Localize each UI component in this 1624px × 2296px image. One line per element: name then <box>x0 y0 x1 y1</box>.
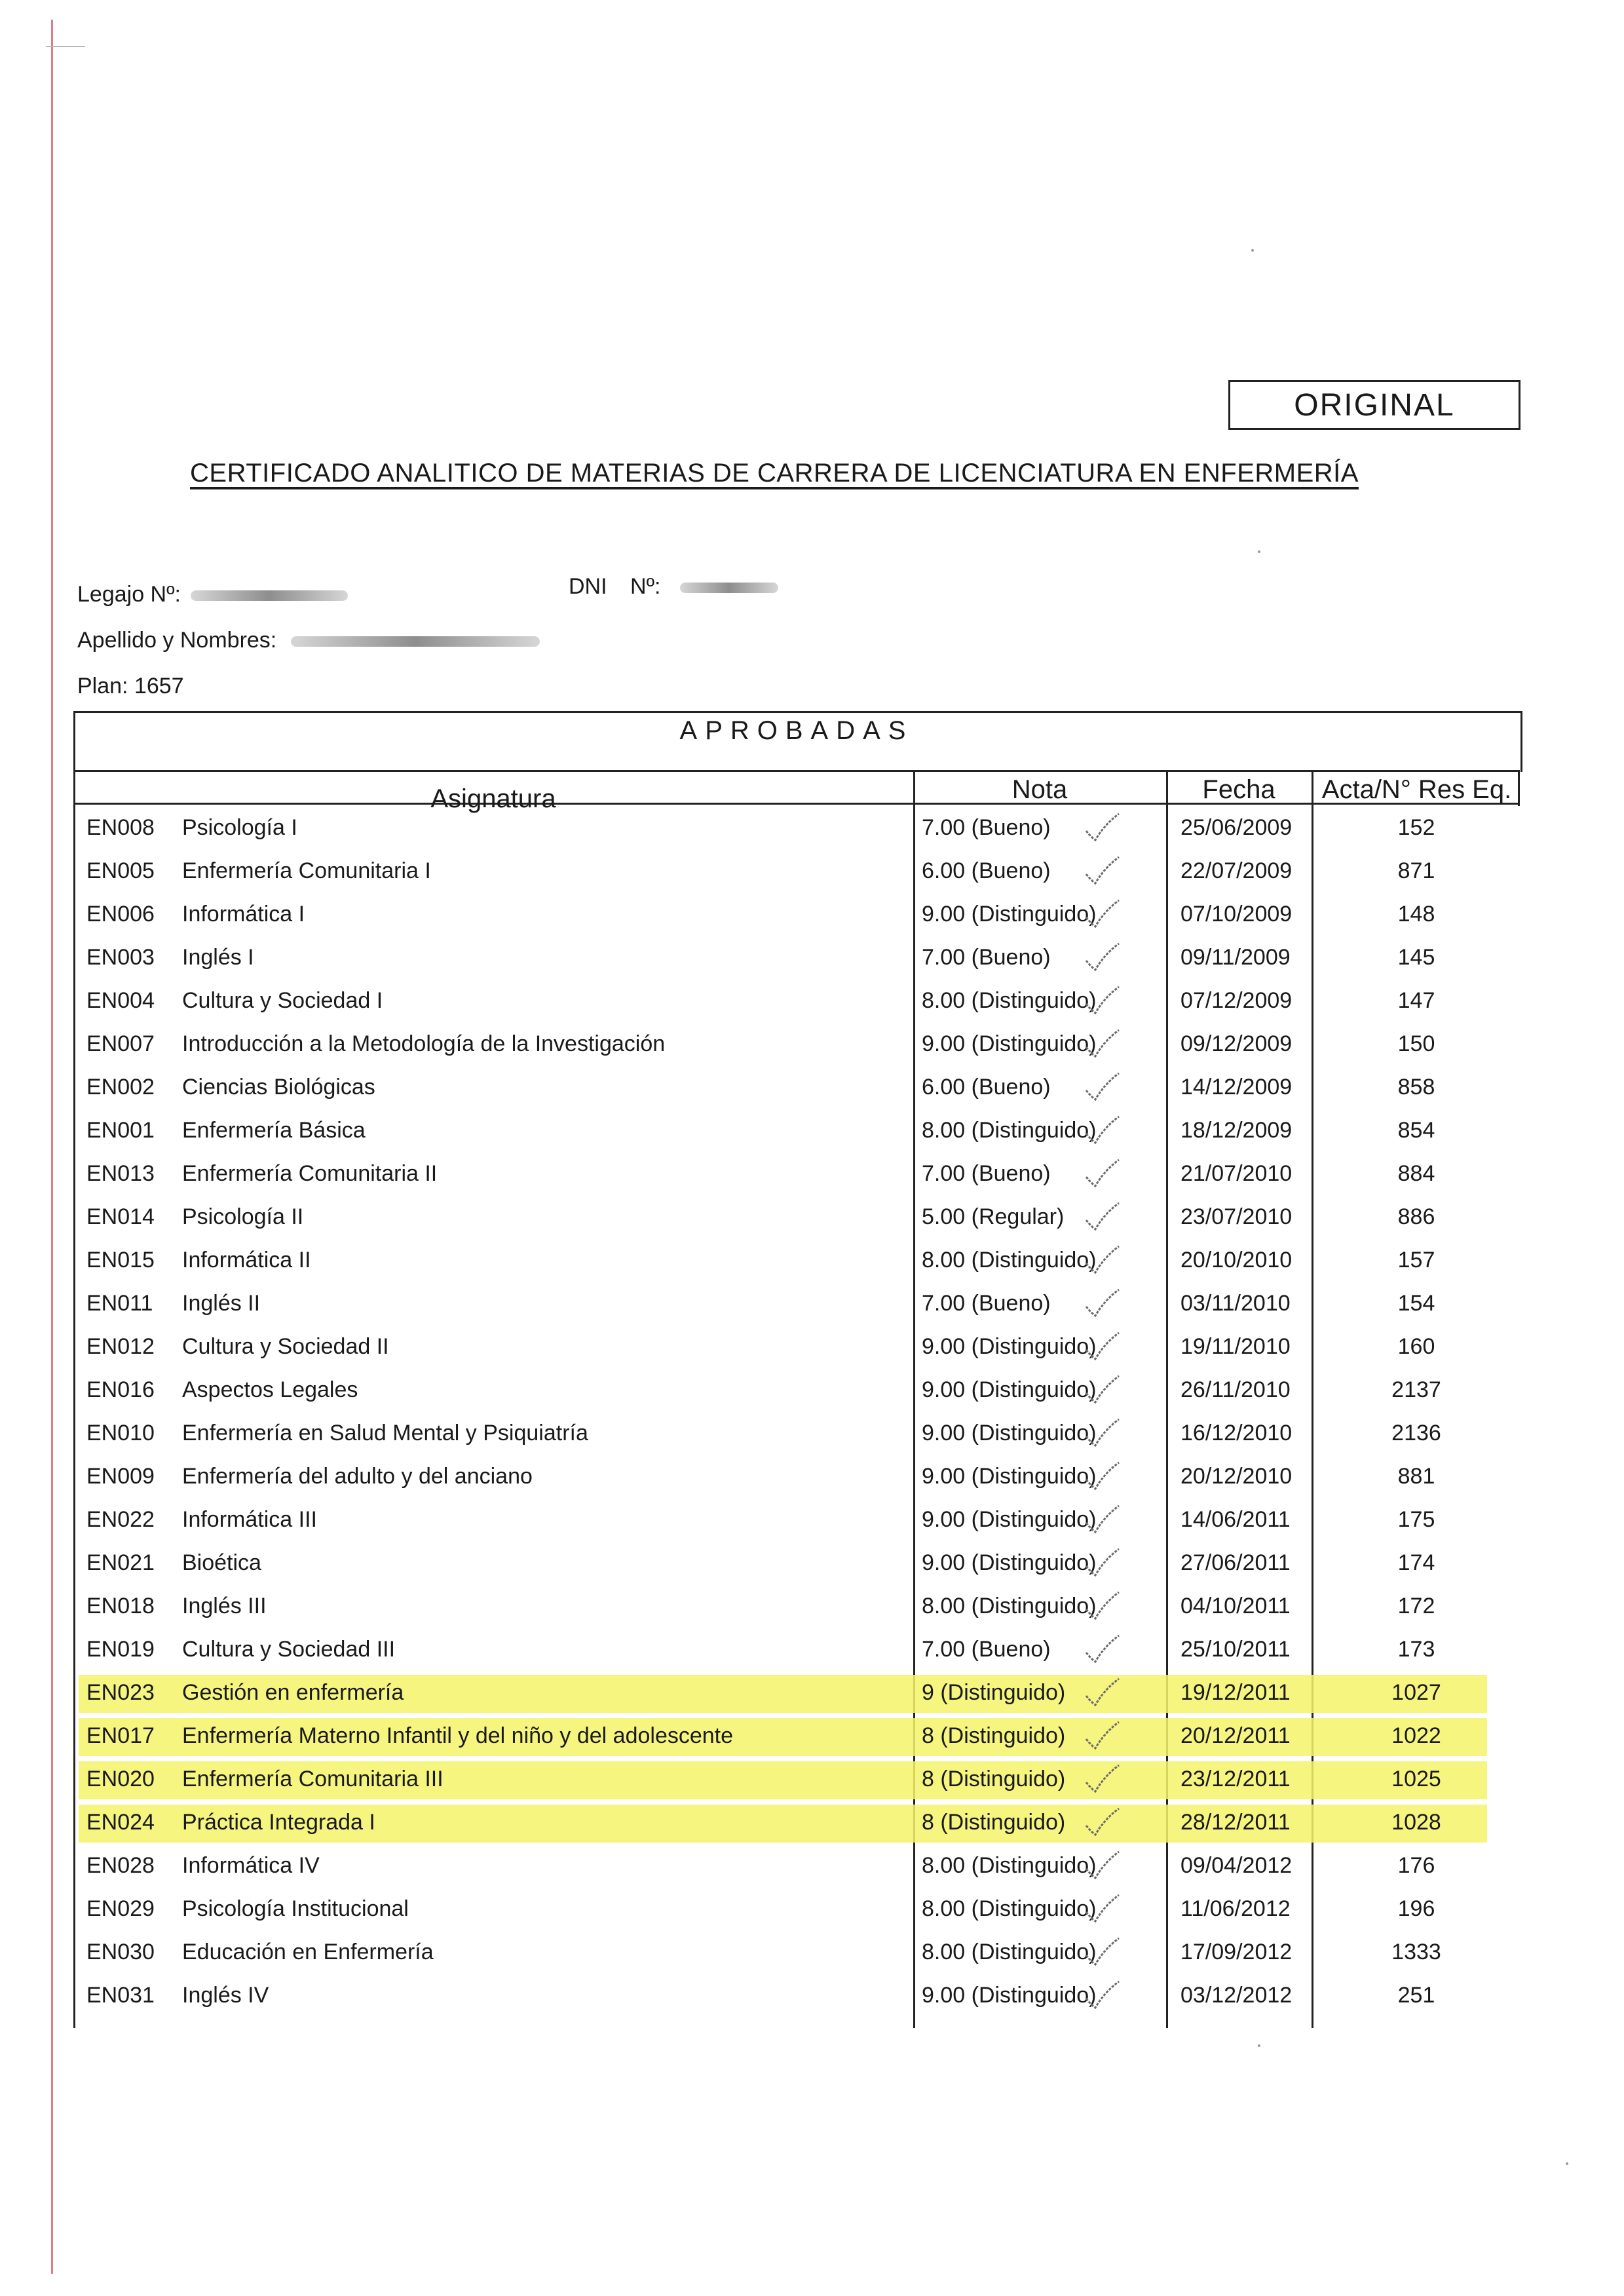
acta-number: 196 <box>1397 1896 1435 1921</box>
checkmark-icon <box>1082 1979 1122 2012</box>
grade: 9.00 (Distinguido) <box>922 1464 1097 1489</box>
checkmark-icon <box>1082 1503 1122 1536</box>
course-code: EN017 <box>86 1723 155 1748</box>
table-row <box>73 806 1520 849</box>
scan-speck <box>1258 550 1260 553</box>
legajo-field <box>77 582 348 607</box>
exam-date: 20/12/2011 <box>1180 1723 1291 1748</box>
course-code: EN016 <box>86 1377 155 1402</box>
course-code: EN012 <box>86 1334 155 1359</box>
checkmark-icon <box>1082 1460 1122 1493</box>
grade: 7.00 (Bueno) <box>922 945 1051 970</box>
exam-date: 21/07/2010 <box>1180 1161 1293 1186</box>
exam-date: 28/12/2011 <box>1180 1810 1291 1835</box>
exam-date: 07/12/2009 <box>1180 988 1293 1013</box>
exam-date: 09/11/2009 <box>1180 945 1291 970</box>
exam-date: 03/12/2012 <box>1180 1983 1293 2008</box>
exam-date: 04/10/2011 <box>1180 1594 1291 1618</box>
exam-date: 19/12/2011 <box>1180 1680 1291 1705</box>
checkmark-icon <box>1082 984 1122 1017</box>
grade: 5.00 (Regular) <box>922 1204 1065 1229</box>
header-fecha: Fecha <box>1202 775 1275 804</box>
checkmark-icon <box>1082 1633 1122 1666</box>
course-name: Gestión en enfermería <box>182 1680 404 1705</box>
course-name: Inglés I <box>182 945 254 970</box>
exam-date: 22/07/2009 <box>1180 858 1293 883</box>
table-row <box>73 1368 1520 1411</box>
course-name: Psicología II <box>182 1204 304 1229</box>
checkmark-icon <box>1082 854 1122 887</box>
acta-number: 886 <box>1397 1204 1435 1229</box>
checkmark-icon <box>1082 898 1122 930</box>
course-name: Bioética <box>182 1550 261 1575</box>
grade: 8.00 (Distinguido) <box>922 988 1097 1013</box>
course-code: EN019 <box>86 1637 155 1662</box>
table-row <box>73 979 1520 1022</box>
grade: 9.00 (Distinguido) <box>922 1983 1097 2008</box>
course-code: EN007 <box>86 1031 155 1056</box>
checkmark-icon <box>1082 1676 1122 1709</box>
course-name: Inglés IV <box>182 1983 269 2008</box>
acta-number: 173 <box>1397 1637 1435 1662</box>
grade: 6.00 (Bueno) <box>922 858 1051 883</box>
table-row <box>73 1887 1520 1930</box>
acta-number: 1025 <box>1391 1767 1441 1791</box>
certificate-title: CERTIFICADO ANALITICO DE MATERIAS DE CARRERA DE LICENCIATURA EN ENFERMERÍA <box>190 459 1359 488</box>
scan-speck <box>1566 2162 1568 2165</box>
original-stamp: ORIGINAL <box>1228 380 1520 430</box>
course-name: Enfermería Comunitaria II <box>182 1161 438 1186</box>
grade: 6.00 (Bueno) <box>922 1075 1051 1100</box>
apellido-field <box>77 628 540 653</box>
checkmark-icon <box>1082 1114 1122 1147</box>
header-asignatura: Asignatura <box>430 784 556 813</box>
plan-field <box>77 674 184 699</box>
exam-date: 11/06/2012 <box>1180 1896 1291 1921</box>
exam-date: 09/12/2009 <box>1180 1031 1293 1056</box>
acta-number: 1333 <box>1391 1940 1441 1964</box>
acta-number: 251 <box>1397 1983 1435 2008</box>
course-code: EN023 <box>86 1680 155 1705</box>
table-row <box>73 1238 1520 1282</box>
checkmark-icon <box>1082 811 1122 844</box>
checkmark-icon <box>1082 1763 1122 1795</box>
acta-number: 854 <box>1397 1118 1435 1143</box>
acta-number: 145 <box>1397 945 1435 970</box>
grade: 9.00 (Distinguido) <box>922 1421 1097 1445</box>
course-name: Introducción a la Metodología de la Investigación <box>182 1031 666 1056</box>
exam-date: 17/09/2012 <box>1180 1940 1293 1964</box>
grade: 7.00 (Bueno) <box>922 815 1051 840</box>
course-code: EN005 <box>86 858 155 883</box>
course-code: EN030 <box>86 1940 155 1964</box>
table-row <box>73 1714 1520 1757</box>
acta-number: 175 <box>1397 1507 1435 1532</box>
course-name: Informática IV <box>182 1853 320 1878</box>
exam-date: 14/12/2009 <box>1180 1075 1293 1100</box>
table-row <box>73 1325 1520 1368</box>
table-row <box>73 1801 1520 1844</box>
redacted-dni <box>680 583 778 593</box>
grade: 9.00 (Distinguido) <box>922 1334 1097 1359</box>
acta-number: 172 <box>1397 1594 1435 1618</box>
table-row <box>73 1671 1520 1714</box>
scan-speck <box>1258 2044 1260 2047</box>
course-code: EN022 <box>86 1507 155 1532</box>
course-name: Enfermería Básica <box>182 1118 366 1143</box>
course-code: EN015 <box>86 1248 155 1272</box>
header-nota: Nota <box>1011 775 1068 804</box>
course-name: Psicología I <box>182 815 297 840</box>
checkmark-icon <box>1082 1849 1122 1882</box>
grade: 8.00 (Distinguido) <box>922 1118 1097 1143</box>
course-name: Cultura y Sociedad II <box>182 1334 389 1359</box>
course-name: Práctica Integrada I <box>182 1810 375 1835</box>
course-code: EN008 <box>86 815 155 840</box>
grade: 8.00 (Distinguido) <box>922 1940 1097 1964</box>
course-name: Inglés II <box>182 1291 261 1316</box>
course-code: EN024 <box>86 1810 155 1835</box>
course-code: EN029 <box>86 1896 155 1921</box>
exam-date: 16/12/2010 <box>1180 1421 1293 1445</box>
grade: 9.00 (Distinguido) <box>922 1550 1097 1575</box>
exam-date: 26/11/2010 <box>1180 1377 1291 1402</box>
course-name: Informática I <box>182 902 305 927</box>
table-row <box>73 1152 1520 1195</box>
course-name: Informática III <box>182 1507 317 1532</box>
acta-number: 2136 <box>1391 1421 1441 1445</box>
course-name: Enfermería Materno Infantil y del niño y del adolescente <box>182 1723 734 1748</box>
exam-date: 20/12/2010 <box>1180 1464 1293 1489</box>
course-code: EN002 <box>86 1075 155 1100</box>
grade: 8.00 (Distinguido) <box>922 1594 1097 1618</box>
table-row <box>73 1584 1520 1628</box>
table-row <box>73 892 1520 936</box>
table-row <box>73 1022 1520 1065</box>
course-code: EN031 <box>86 1983 155 2008</box>
acta-number: 152 <box>1397 815 1435 840</box>
table-row <box>73 1109 1520 1152</box>
acta-number: 1022 <box>1391 1723 1441 1748</box>
exam-date: 03/11/2010 <box>1180 1291 1291 1316</box>
acta-number: 176 <box>1397 1853 1435 1878</box>
grade: 7.00 (Bueno) <box>922 1637 1051 1662</box>
grade: 9.00 (Distinguido) <box>922 902 1097 927</box>
checkmark-icon <box>1082 1590 1122 1622</box>
exam-date: 23/07/2010 <box>1180 1204 1293 1229</box>
grade: 8.00 (Distinguido) <box>922 1248 1097 1272</box>
course-name: Informática II <box>182 1248 311 1272</box>
course-name: Enfermería Comunitaria III <box>182 1767 444 1791</box>
margin-line <box>51 20 53 2274</box>
table-row <box>73 1541 1520 1584</box>
table-row <box>73 1844 1520 1887</box>
apellido-label: Apellido y Nombres: <box>77 628 277 653</box>
acta-number: 1028 <box>1391 1810 1441 1835</box>
checkmark-icon <box>1082 1373 1122 1406</box>
table-row <box>73 1930 1520 1974</box>
acta-number: 2137 <box>1391 1377 1441 1402</box>
dni-field <box>569 574 778 600</box>
course-code: EN020 <box>86 1767 155 1791</box>
grade: 8 (Distinguido) <box>922 1810 1066 1835</box>
acta-number: 884 <box>1397 1161 1435 1186</box>
acta-number: 148 <box>1397 902 1435 927</box>
acta-number: 174 <box>1397 1550 1435 1575</box>
grade: 8.00 (Distinguido) <box>922 1896 1097 1921</box>
header-acta: Acta/N° Res Eq. <box>1321 775 1512 804</box>
course-code: EN011 <box>86 1291 153 1316</box>
course-code: EN006 <box>86 902 155 927</box>
checkmark-icon <box>1082 1287 1122 1320</box>
course-name: Inglés III <box>182 1594 267 1618</box>
grade: 9.00 (Distinguido) <box>922 1377 1097 1402</box>
acta-number: 150 <box>1397 1031 1435 1056</box>
table-row <box>73 1195 1520 1238</box>
checkmark-icon <box>1082 941 1122 974</box>
table-row <box>73 1628 1520 1671</box>
acta-number: 160 <box>1397 1334 1435 1359</box>
table-row <box>73 1974 1520 2017</box>
header-rule <box>73 770 1520 772</box>
acta-number: 858 <box>1397 1075 1435 1100</box>
checkmark-icon <box>1082 1200 1122 1233</box>
dni-label: DNI <box>569 574 607 599</box>
table-row <box>73 1411 1520 1455</box>
course-name: Educación en Enfermería <box>182 1940 434 1964</box>
aprobadas-table <box>73 711 1520 2028</box>
table-row <box>73 1282 1520 1325</box>
acta-number: 871 <box>1397 858 1435 883</box>
course-code: EN021 <box>86 1550 155 1575</box>
exam-date: 23/12/2011 <box>1180 1767 1291 1791</box>
acta-number: 157 <box>1397 1248 1435 1272</box>
course-code: EN014 <box>86 1204 155 1229</box>
exam-date: 20/10/2010 <box>1180 1248 1293 1272</box>
grade: 7.00 (Bueno) <box>922 1161 1051 1186</box>
acta-number: 881 <box>1397 1464 1435 1489</box>
acta-number: 154 <box>1397 1291 1435 1316</box>
course-code: EN018 <box>86 1594 155 1618</box>
scan-speck <box>1251 249 1254 252</box>
grade: 8.00 (Distinguido) <box>922 1853 1097 1878</box>
grade: 9 (Distinguido) <box>922 1680 1066 1705</box>
scan-mark <box>46 46 85 47</box>
course-code: EN001 <box>86 1118 155 1143</box>
course-code: EN013 <box>86 1161 155 1186</box>
exam-date: 14/06/2011 <box>1180 1507 1291 1532</box>
grade: 8 (Distinguido) <box>922 1723 1066 1748</box>
course-name: Aspectos Legales <box>182 1377 358 1402</box>
table-row <box>73 1498 1520 1541</box>
course-code: EN010 <box>86 1421 155 1445</box>
checkmark-icon <box>1082 1330 1122 1363</box>
course-name: Enfermería del adulto y del anciano <box>182 1464 533 1489</box>
checkmark-icon <box>1082 1071 1122 1103</box>
exam-date: 09/04/2012 <box>1180 1853 1293 1878</box>
plan-value: 1657 <box>134 674 184 698</box>
plan-label: Plan: <box>77 674 128 698</box>
checkmark-icon <box>1082 1244 1122 1276</box>
grade: 9.00 (Distinguido) <box>922 1507 1097 1532</box>
grade: 7.00 (Bueno) <box>922 1291 1051 1316</box>
checkmark-icon <box>1082 1546 1122 1579</box>
dni-no-label: Nº: <box>630 574 661 599</box>
exam-date: 25/06/2009 <box>1180 815 1293 840</box>
grade: 9.00 (Distinguido) <box>922 1031 1097 1056</box>
course-name: Cultura y Sociedad III <box>182 1637 396 1662</box>
section-title: APROBADAS <box>679 716 914 745</box>
checkmark-icon <box>1082 1936 1122 1968</box>
course-name: Psicología Institucional <box>182 1896 409 1921</box>
checkmark-icon <box>1082 1157 1122 1190</box>
exam-date: 07/10/2009 <box>1180 902 1293 927</box>
course-name: Ciencias Biológicas <box>182 1075 375 1100</box>
exam-date: 27/06/2011 <box>1180 1550 1291 1575</box>
course-code: EN003 <box>86 945 155 970</box>
redacted-name <box>291 636 540 647</box>
table-row <box>73 1065 1520 1109</box>
exam-date: 18/12/2009 <box>1180 1118 1293 1143</box>
table-row <box>73 936 1520 979</box>
course-code: EN004 <box>86 988 155 1013</box>
table-row <box>73 1757 1520 1801</box>
exam-date: 19/11/2010 <box>1180 1334 1291 1359</box>
course-code: EN028 <box>86 1853 155 1878</box>
course-name: Cultura y Sociedad I <box>182 988 383 1013</box>
checkmark-icon <box>1082 1892 1122 1925</box>
legajo-label: Legajo Nº: <box>77 582 181 607</box>
exam-date: 25/10/2011 <box>1180 1637 1291 1662</box>
redacted-legajo <box>191 590 348 601</box>
course-code: EN009 <box>86 1464 155 1489</box>
grade: 8 (Distinguido) <box>922 1767 1066 1791</box>
checkmark-icon <box>1082 1719 1122 1752</box>
table-row <box>73 1455 1520 1498</box>
checkmark-icon <box>1082 1417 1122 1449</box>
acta-number: 1027 <box>1391 1680 1441 1705</box>
checkmark-icon <box>1082 1806 1122 1839</box>
course-name: Enfermería Comunitaria I <box>182 858 431 883</box>
table-row <box>73 849 1520 892</box>
checkmark-icon <box>1082 1027 1122 1060</box>
acta-number: 147 <box>1397 988 1435 1013</box>
course-name: Enfermería en Salud Mental y Psiquiatría <box>182 1421 588 1445</box>
